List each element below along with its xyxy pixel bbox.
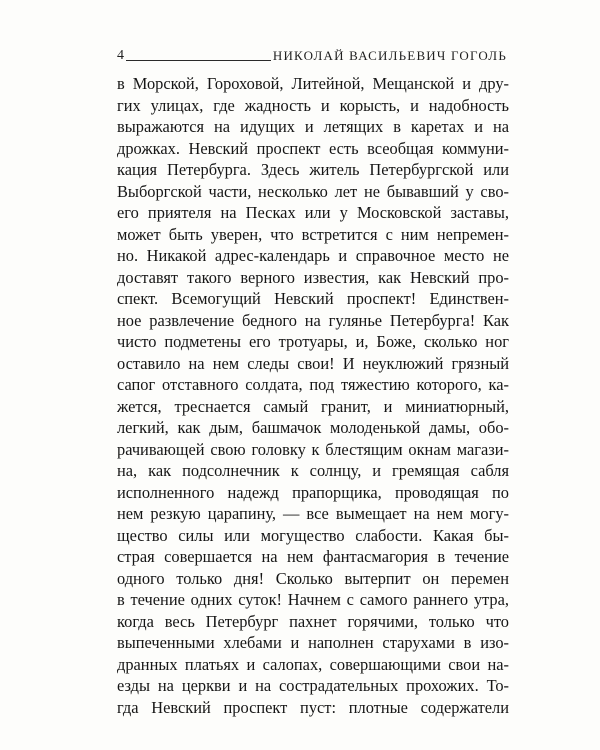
body-text	[117, 73, 509, 718]
text-line: гда Невский проспект пуст: плотные содержатели	[117, 697, 509, 717]
text-line: чисто подметены его тротуары, и, Боже, сколько ног	[117, 332, 509, 351]
text-line: дрожках. Невский проспект есть всеобщая коммуни-	[117, 138, 509, 158]
text-line: в течение одних суток! Начнем с самого раннего утра,	[117, 590, 509, 609]
text-line: легкий, как дым, башмачок молоденькой дамы, обо-	[117, 418, 509, 437]
text-line: может быть уверен, что встретится с ним непремен-	[117, 224, 509, 244]
text-line: нем резкую царапину, — все вымещает на нем могу-	[117, 504, 509, 523]
text-line: его приятеля на Песках или у Московской заставы,	[117, 203, 509, 222]
text-line: ное развлечение бедного на гулянье Петербурга! Как	[117, 310, 509, 330]
text-line: гих улицах, где жадность и корысть, и надобность	[117, 95, 509, 115]
text-line: когда весь Петербург пахнет горячими, только что	[117, 611, 509, 631]
text-line: оставило на нем следы свои! И неуклюжий грязный	[117, 353, 509, 373]
text-line: спект. Всемогущий Невский проспект! Единствен-	[117, 289, 509, 308]
text-line: страя совершается на нем фантасмагория в течение	[117, 547, 509, 566]
text-line: выражаются на идущих и летящих в каретах и на	[117, 117, 509, 136]
text-line: доставят такого верного известия, как Невский про-	[117, 267, 509, 287]
page-number: 4	[117, 48, 124, 63]
text-line: жется, треснается самый гранит, и миниатюрный,	[117, 396, 509, 416]
text-line: щество силы или могущество слабости. Какая бы-	[117, 525, 509, 545]
text-line: сапог отставного солдата, под тяжестию которого, ка-	[117, 375, 509, 394]
text-line: кация Петербурга. Здесь житель Петербургской или	[117, 160, 509, 179]
text-line: в Морской, Гороховой, Литейной, Мещанской и дру-	[117, 74, 509, 93]
text-line: дранных платьях и салопах, совершающими свои на-	[117, 654, 509, 674]
running-title: НИКОЛАЙ ВАСИЛЬЕВИЧ ГОГОЛЬ	[272, 48, 507, 63]
text-line: выпеченными хлебами и наполнен старухами в изо-	[117, 633, 509, 652]
text-line: одного только дня! Сколько вытерпит он перемен	[117, 568, 509, 588]
text-line: езды на церкви и на сострадательных прохожих. То-	[117, 676, 509, 695]
header-rule	[126, 60, 271, 61]
text-line: на, как подсолнечник к солнцу, и гремящая сабля	[117, 461, 509, 480]
running-head	[117, 44, 507, 64]
text-line: Выборгской части, несколько лет не бывавший у сво-	[117, 181, 509, 201]
text-line: исполненного надежд прапорщика, проводящая по	[117, 482, 509, 502]
text-line: рачивающей свою головку к блестящим окнам магази-	[117, 439, 509, 459]
text-line: но. Никакой адрес-календарь и справочное место не	[117, 246, 509, 265]
